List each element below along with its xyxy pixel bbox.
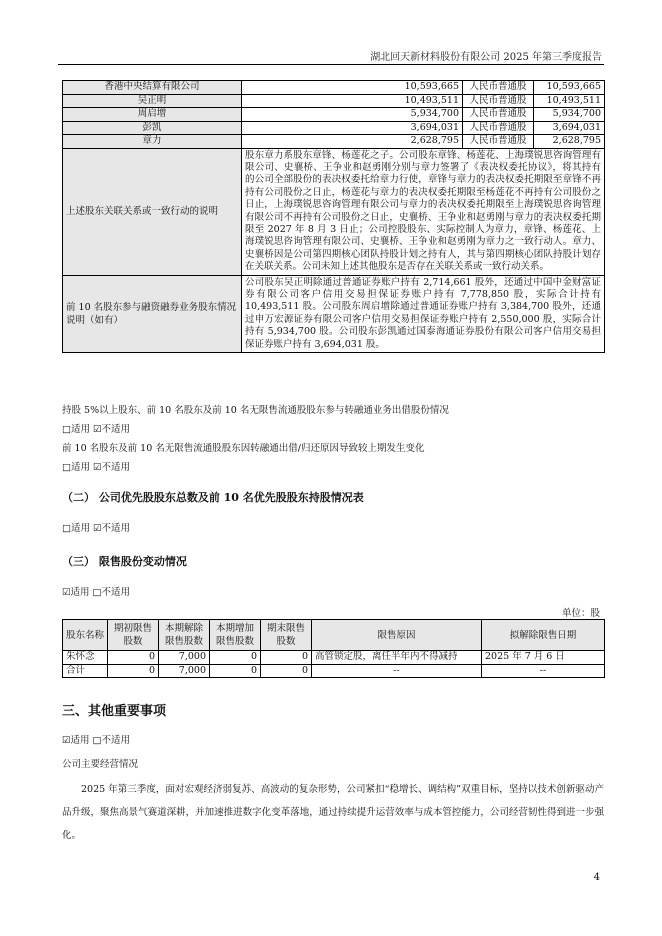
operations-subheading: 公司主要经营情况 [62, 759, 139, 770]
share-type: 人民币普通股 [463, 108, 534, 122]
table-row [63, 135, 605, 149]
table-cell: 朱怀念 [63, 651, 108, 665]
table-row [63, 81, 605, 95]
column-header: 本期增加限售股数 [210, 620, 261, 651]
share-count: 2,628,795 [534, 135, 605, 149]
other-matters-applicability: ☑适用 □不适用 [62, 735, 131, 746]
table-cell: 2025 年 7 月 6 日 [482, 651, 605, 665]
operations-paragraph: 2025 年第三季度，面对宏观经济弱复苏、高波动的复杂形势，公司紧扣“稳增长、调结构”双重目标，坚持以技术创新驱动产品升级，聚焦高景气赛道深耕，并加速推进数字化变革落地，通过持续提升运营效率与成本管控能力，公司经营韧性得到进一步强化。 [62, 784, 604, 841]
column-header: 股东名称 [63, 620, 108, 651]
table-row [63, 94, 605, 108]
column-header: 限售原因 [312, 620, 482, 651]
report-header-title: 湖北回天新材料股份有限公司 2025 年第三季度报告 [370, 52, 602, 63]
change-applicability: □适用 ☑不适用 [62, 462, 131, 473]
shares-held: 2,628,795 [242, 135, 463, 149]
shares-held: 5,934,700 [242, 108, 463, 122]
share-type: 人民币普通股 [463, 121, 534, 135]
share-count: 5,934,700 [534, 108, 605, 122]
table-row [63, 148, 605, 275]
table-cell: -- [482, 664, 605, 678]
page-number: 4 [593, 872, 600, 883]
unit-label: 单位：股 [561, 608, 600, 619]
margin-trading-description: 公司股东吴正明除通过普通证券账户持有 2,714,661 股外，还通过中国中金财富证券有限公司客户信用交易担保证券账户持有 7,778,850 股，实际合计持有 10,493,511 股。公司股东周启增除通过普通证券账户持有 3,384,700 股外，还通过申万宏源证券有限公司客户信用交易担保证券账户持有 2,550,000 股，实际合计持有 5,934,700 股。公司股东彭凯通过国泰海通证券股份有限公司客户信用交易担保证券账户持有 3,694,031 股。 [242, 275, 605, 352]
shareholder-name: 章力 [63, 135, 242, 149]
table-cell: -- [312, 664, 482, 678]
share-type: 人民币普通股 [463, 94, 534, 108]
share-type: 人民币普通股 [463, 135, 534, 149]
relation-label: 上述股东关联关系或一致行动的说明 [63, 148, 242, 275]
share-count: 10,493,511 [534, 94, 605, 108]
preferred-shares-section-title: （二） 公司优先股股东总数及前 10 名优先股股东持股情况表 [62, 491, 364, 504]
restricted-shares-section-title: （三） 限售股份变动情况 [62, 555, 187, 568]
table-cell: 0 [108, 664, 159, 678]
shareholder-name: 彭凯 [63, 121, 242, 135]
share-count: 10,593,665 [534, 81, 605, 95]
column-header: 本期解除限售股数 [159, 620, 210, 651]
column-header: 期初限售股数 [108, 620, 159, 651]
lending-applicability: □适用 ☑不适用 [62, 424, 131, 435]
table-row [63, 108, 605, 122]
table-cell: 0 [108, 651, 159, 665]
table-cell: 7,000 [159, 651, 210, 665]
shares-held: 10,593,665 [242, 81, 463, 95]
shareholder-name: 吴正明 [63, 94, 242, 108]
margin-trading-label: 前 10 名股东参与融资融券业务股东情况说明（如有） [63, 275, 242, 352]
share-count: 3,694,031 [534, 121, 605, 135]
table-cell: 0 [261, 664, 312, 678]
table-cell: 合计 [63, 664, 108, 678]
table-header-row [63, 620, 605, 651]
header-divider [58, 64, 604, 65]
table-row [63, 664, 605, 678]
change-heading: 前 10 名股东及前 10 名无限售流通股股东因转融通出借/归还原因导致较上期发生变化 [62, 443, 425, 454]
restricted-shares-table [62, 619, 605, 678]
table-cell: 7,000 [159, 664, 210, 678]
table-cell: 0 [261, 651, 312, 665]
table-row [63, 121, 605, 135]
column-header: 拟解除限售日期 [482, 620, 605, 651]
top-shareholders-table [62, 80, 605, 353]
restricted-shares-applicability: ☑适用 □不适用 [62, 587, 131, 598]
table-cell: 0 [210, 651, 261, 665]
shareholder-name: 周启增 [63, 108, 242, 122]
relation-description: 股东章力系股东章锋、杨莲花之子。公司股东章锋、杨莲花、上海璞锐思咨询管理有限公司、史襄桥、王争业和赵勇刚分别与章力签署了《表决权委托协议》，将其持有的公司全部股份的表决权委托给章力行使，章锋与章力的表决权委托期限至章锋不再持有公司股份之日止，杨莲花与章力的表决权委托期限至杨莲花不再持有公司股份之日止，上海璞锐思咨询管理有限公司与章力的表决权委托期限至上海璞锐思咨询管理有限公司不再持有公司股份之日止，史襄桥、王争业和赵勇刚与章力的表决权委托期限至 2027 年 8 月 3 日止；公司控股股东、实际控制人为章力，章锋、杨莲花、上海璞锐思咨询管理有限公司、史襄桥、王争业和赵勇刚为章力之一致行动人。章力、史襄桥因是公司第四期核心团队持股计划之持有人，其与第四期核心团队持股计划存在关联关系。公司未知上述其他股东是否存在关联关系或一致行动关系。 [242, 148, 605, 275]
table-row [63, 275, 605, 352]
share-type: 人民币普通股 [463, 81, 534, 95]
shares-held: 10,493,511 [242, 94, 463, 108]
shareholder-name: 香港中央结算有限公司 [63, 81, 242, 95]
column-header: 期末限售股数 [261, 620, 312, 651]
other-matters-section-title: 三、其他重要事项 [62, 704, 167, 719]
table-cell: 0 [210, 664, 261, 678]
preferred-shares-applicability: □适用 ☑不适用 [62, 523, 131, 534]
table-cell: 高管锁定股，离任半年内不得减持 [312, 651, 482, 665]
lending-heading: 持股 5%以上股东、前 10 名股东及前 10 名无限售流通股股东参与转融通业务出借股份情况 [62, 405, 449, 416]
shares-held: 3,694,031 [242, 121, 463, 135]
table-row [63, 651, 605, 665]
